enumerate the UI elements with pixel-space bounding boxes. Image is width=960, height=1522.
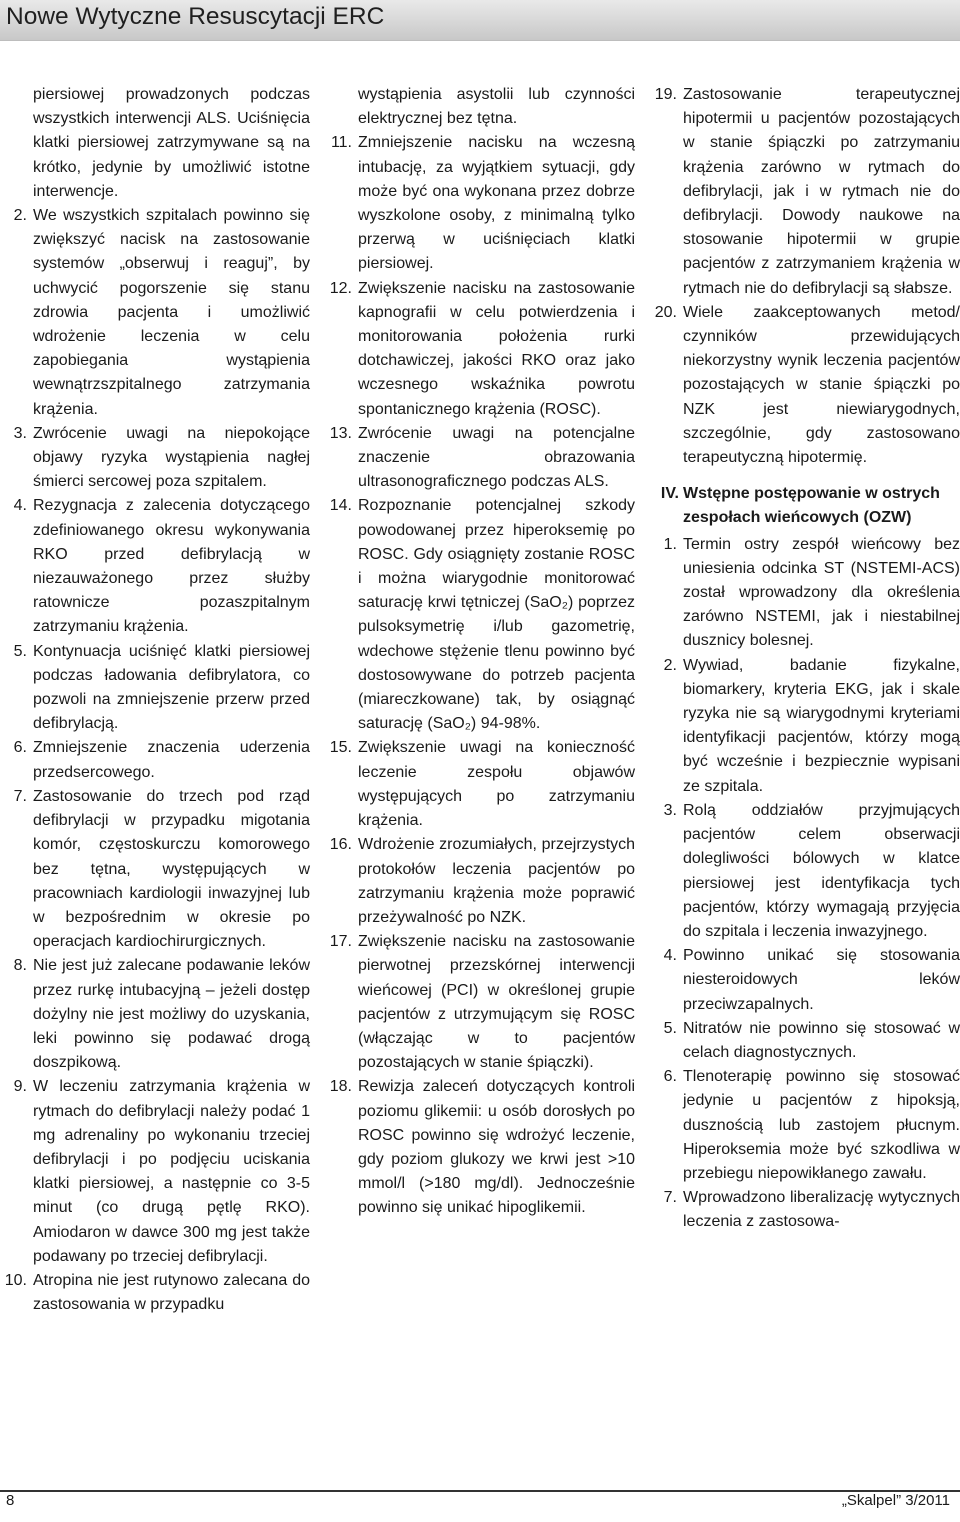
item-text: Wiele zaakceptowanych metod/ czynników przewidujących niekorzystny wynik leczenia pacjentów pozostających w stanie śpiączki po NZK jest niewiarygodnych, szczególnie, gdy zastosowano terapeutyczną hipotermię.	[683, 303, 960, 467]
page-title: Nowe Wytyczne Resuscytacji ERC	[6, 3, 385, 30]
item-number: 2.	[13, 207, 27, 225]
list-item	[650, 1065, 960, 1186]
paragraph-continuation: piersiowej prowadzonych podczas wszystkich interwencji ALS. Uciśnięcia klatki piersiowej zatrzymywane są na krótko, jedynie by umożliwić istotne interwencje.	[33, 86, 310, 200]
item-number: 17.	[329, 933, 352, 951]
item-text: Nie jest już zalecane podawanie leków przez rurkę intubacyjną – jeżeli dostęp dożylny nie jest możliwy do uzyskania, leki powinno się podawać drogą doszpikową.	[33, 957, 310, 1072]
item-number: 3.	[13, 424, 27, 442]
item-number: 8.	[13, 957, 27, 975]
footer-rule	[0, 1490, 960, 1492]
item-text: Rozpoznanie potencjalnej szkody powodowanej przez hiperoksemię po ROSC. Gdy osiągnięty zostanie ROSC i można wiarygodnie monitorować saturację krwi tętniczej (SaO₂) poprzez pulsoksymetrię i/lub gazometrię, wdechowe stężenie tlenu powinno być dostosowywane do potrzeb pacjenta (miareczkowane) tak, by osiągnąć saturację (SaO₂) 94-98%.	[358, 497, 635, 733]
item-number: 6.	[13, 739, 27, 757]
list-item	[0, 422, 310, 495]
item-number: 16.	[329, 836, 352, 854]
page-number: 8	[6, 1492, 15, 1509]
item-text: Zwiększenie uwagi na konieczność leczenie zespołu objawów występujących po zatrzymaniu krążenia.	[358, 739, 635, 830]
list-item	[650, 944, 960, 1017]
item-text: Termin ostry zespół wieńcowy bez uniesienia odcinka ST (NSTEMI-ACS) został wprowadzony dla określenia zarówno NSTEMI, jak i niestabilnej dusznicy bolesnej.	[683, 535, 960, 650]
list-item	[0, 204, 310, 422]
item-text: W leczeniu zatrzymania krążenia w rytmach do defibrylacji należy podać 1 mg adrenaliny po wykonaniu trzeciej defibrylacji i po podjęciu uciskania klatki piersiowej, a następnie co 3-5 minut (co drugą pętlę RKO). Amiodaron w dawce 300 mg jest także podawany po trzeciej defibrylacji.	[33, 1078, 310, 1265]
list-item	[325, 930, 635, 1075]
item-number: 9.	[13, 1078, 27, 1096]
list-item	[325, 422, 635, 495]
item-number: 7.	[13, 787, 27, 805]
item-text: Atropina nie jest rutynowo zalecana do zastosowania w przypadku	[33, 1271, 310, 1314]
list-item	[325, 277, 635, 422]
item-number: 5.	[13, 642, 27, 660]
item-text: Nitratów nie powinno się stosować w celach diagnostycznych.	[683, 1019, 960, 1061]
item-number: 20.	[654, 303, 677, 321]
item-number: 4.	[663, 947, 677, 965]
list-item	[650, 83, 960, 301]
item-text: Rezygnacja z zalecenia dotyczącego zdefiniowanego okresu wykonywania RKO przed defibrylacją w niezauważonego przez służby ratownicze pozaszpitalnym zatrzymaniu krążenia.	[33, 497, 310, 636]
item-text: Zwiększenie nacisku na zastosowanie pierwotnej przezskórnej interwencji wieńcowej (PCI) w określonej grupie pacjentów z utrzymującym się ROSC (włączając w to pacjentów pozostających w stanie śpiączki).	[358, 933, 635, 1072]
list-item	[0, 785, 310, 954]
section-heading	[650, 482, 960, 530]
list-item	[650, 301, 960, 470]
item-number: 11.	[330, 134, 352, 152]
item-text: Tlenoterapię powinno się stosować jedynie u pacjentów z hipoksją, dusznością lub zastojem płucnym. Hiperoksemia może być szkodliwa w przebiegu niepowikłanego zawału.	[683, 1068, 960, 1182]
list-item	[0, 954, 310, 1075]
item-number: 19.	[654, 86, 677, 103]
item-number: 6.	[663, 1068, 677, 1086]
list-item	[650, 1017, 960, 1065]
item-text: Rewizja zaleceń dotyczących kontroli poziomu glikemii: u osób dorosłych po ROSC powinno się wdrożyć leczenie, gdy poziom glukozy we krwi jest >10 mmol/l (>180 mg/dl). Jednocześnie powinno się unikać hipoglikemii.	[358, 1078, 635, 1217]
section-title: Wstępne postępowanie w ostrych zespołach wieńcowych (OZW)	[683, 485, 940, 527]
list-item	[650, 799, 960, 944]
header-bar	[0, 0, 960, 41]
item-number: 18.	[329, 1078, 352, 1096]
item-number: 1.	[663, 535, 677, 553]
item-text: Zwiększenie nacisku na zastosowanie kapnografii w celu potwierdzenia i monitorowania położenia rurki dotchawiczej, jakości RKO oraz jako wczesnego wskaźnika powrotu spontanicznego krążenia (ROSC).	[358, 279, 635, 418]
item-text: Zmniejszenie nacisku na wczesną intubację, za wyjątkiem sytuacji, gdy może być ona wykonana przez dobrze wyszkolone osoby, z minimalną tylko przerwą w uciśnięciach klatki piersiowej.	[358, 134, 635, 273]
item-number: 5.	[663, 1019, 677, 1037]
item-text: Kontynuacja uciśnięć klatki piersiowej podczas ładowania defibrylatora, co pozwoli na zmniejszenie przerw przed defibrylacją.	[33, 642, 310, 733]
item-number: 13.	[329, 424, 352, 442]
item-number: 15.	[329, 739, 352, 757]
list-item	[0, 1269, 310, 1317]
item-text: We wszystkich szpitalach powinno się zwiększyć nacisk na zastosowanie systemów „obserwuj i reaguj”, by uchwycić pogorszenie się stanu zdrowia pacjenta i umożliwić wdrożenie leczenia w celu zapobiegania wystąpienia wewnątrzszpitalnego zatrzymania krążenia.	[33, 207, 310, 418]
item-text: Zastosowanie terapeutycznej hipotermii u pacjentów pozostających w stanie śpiączki po zatrzymaniu krążenia zarówno w rytmach do defibrylacji, jak i w rytmach nie do defibrylacji. Dowody naukowe na stosowanie hipotermii w grupie pacjentów z zatrzymaniem krążenia w rytmach nie do defibrylacji są słabsze.	[683, 86, 960, 297]
list-item	[0, 1075, 310, 1269]
list-item	[0, 640, 310, 737]
paragraph-continuation: wystąpienia asystolii lub czynności elektrycznej bez tętna.	[358, 86, 635, 128]
list-item	[325, 1075, 635, 1220]
item-text: Zmniejszenie znaczenia uderzenia przedsercowego.	[33, 739, 310, 781]
column-left	[0, 83, 310, 1317]
item-text: Wdrożenie zrozumiałych, przejrzystych protokołów leczenia pacjentów po zatrzymaniu krążenia może poprawić przeżywalność po NZK.	[358, 836, 635, 926]
item-number: 10.	[4, 1271, 27, 1289]
item-number: 12.	[329, 279, 352, 297]
item-number: 4.	[13, 497, 27, 515]
list-item	[650, 1186, 960, 1234]
item-text: Zastosowanie do trzech pod rząd defibrylacji w przypadku migotania komór, częstoskurczu komorowego bez tętna, występujących w pracowniach kardiologii inwazyjnej lub w bezpośrednim w okresie po operacjach kardiochirurgicznych.	[33, 787, 310, 951]
item-text: Powinno unikać się stosowania niesteroidowych leków przeciwzapalnych.	[683, 947, 960, 1013]
column-right	[650, 83, 960, 1235]
list-item	[325, 833, 635, 930]
item-text: Wprowadzono liberalizację wytycznych leczenia z zastosowa-	[683, 1189, 960, 1231]
list-item	[325, 494, 635, 736]
list-item	[650, 533, 960, 654]
item-text: Wywiad, badanie fizykalne, biomarkery, kryteria EKG, jak i skale ryzyka nie są wiarygodnymi kryteriami identyfikacji pacjentów, którzy mogą być wcześnie i bezpiecznie wypisani ze szpitala.	[683, 656, 960, 795]
item-number: 7.	[663, 1189, 677, 1207]
list-item	[325, 131, 635, 276]
list-item	[325, 736, 635, 833]
item-number: 14.	[329, 497, 352, 515]
item-number: 3.	[663, 801, 677, 819]
item-text: Zwrócenie uwagi na niepokojące objawy ryzyka wystąpienia nagłej śmierci sercowej poza szpitalem.	[33, 424, 310, 491]
list-item	[0, 736, 310, 784]
journal-reference: „Skalpel” 3/2011	[841, 1492, 950, 1509]
item-text: Rolą oddziałów przyjmujących pacjentów celem obserwacji dolegliwości bólowych w klatce piersiowej jest identyfikacja tych pacjentów, którzy wymagają przyjęcia do szpitala i leczenia inwazyjnego.	[683, 801, 960, 940]
column-middle	[325, 83, 635, 1221]
list-item	[650, 654, 960, 799]
item-text: Zwrócenie uwagi na potencjalne znaczenie obrazowania ultrasonograficznego podczas ALS.	[358, 424, 635, 491]
list-item	[0, 494, 310, 639]
item-number: 2.	[663, 656, 677, 674]
section-number: IV.	[660, 485, 679, 503]
